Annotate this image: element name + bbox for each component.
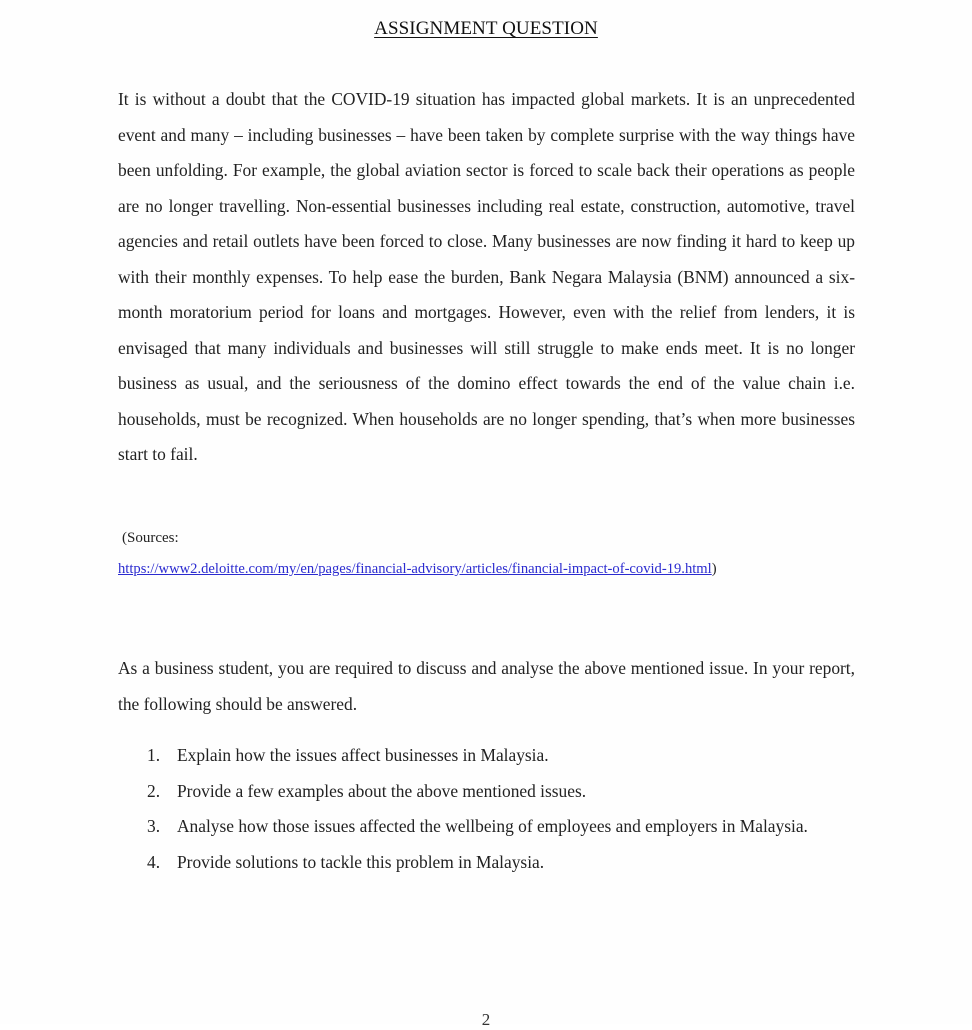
source-link[interactable]: https://www2.deloitte.com/my/en/pages/financial-advisory/articles/financial-impact-of-covid-19.html (118, 561, 712, 577)
task-paragraph: As a business student, you are required to discuss and analyse the above mentioned issue. In your report, the following should be answered. (118, 658, 855, 714)
list-item-text: Explain how the issues affect businesses in Malaysia. (177, 745, 549, 765)
list-item (118, 845, 855, 881)
list-item-text: Provide a few examples about the above mentioned issues. (177, 780, 587, 801)
list-item (118, 809, 855, 845)
intro-paragraph: It is without a doubt that the COVID-19 situation has impacted global markets. It is an unprecedented event and many – including businesses – have been taken by complete surprise with the way things have been unfolding. For example, the global aviation sector is forced to scale back their operations as people are no longer travelling. Non-essential businesses including real estate, construction, automotive, travel agencies and retail outlets have been forced to close. Many businesses are now finding it hard to keep up with their monthly expenses. To help ease the burden, Bank Negara Malaysia (BNM) announced a six-month moratorium period for loans and mortgages. However, even with the relief from lenders, it is envisaged that many individuals and businesses will still struggle to make ends meet. It is no longer business as usual, and the seriousness of the domino effect towards the end of the value chain i.e. households, must be recognized. When households are no longer spending, that’s when more businesses start to fail. (118, 89, 855, 464)
source-citation (118, 561, 717, 578)
page-title: ASSIGNMENT QUESTION (374, 18, 598, 39)
question-list (118, 738, 855, 880)
list-item (118, 738, 855, 774)
sources-label: (Sources: (122, 530, 179, 546)
list-item-number: 4. (147, 851, 161, 872)
source-closing: ) (711, 561, 717, 577)
list-item (118, 774, 855, 810)
list-item-number: 2. (147, 780, 161, 801)
list-item-text: Analyse how those issues affected the wellbeing of employees and employers in Malaysia. (177, 816, 808, 836)
page-number: 2 (481, 1010, 491, 1029)
list-item-text: Provide solutions to tackle this problem in Malaysia. (177, 851, 545, 872)
list-item-number: 3. (147, 816, 161, 836)
list-item-number: 1. (147, 745, 161, 765)
